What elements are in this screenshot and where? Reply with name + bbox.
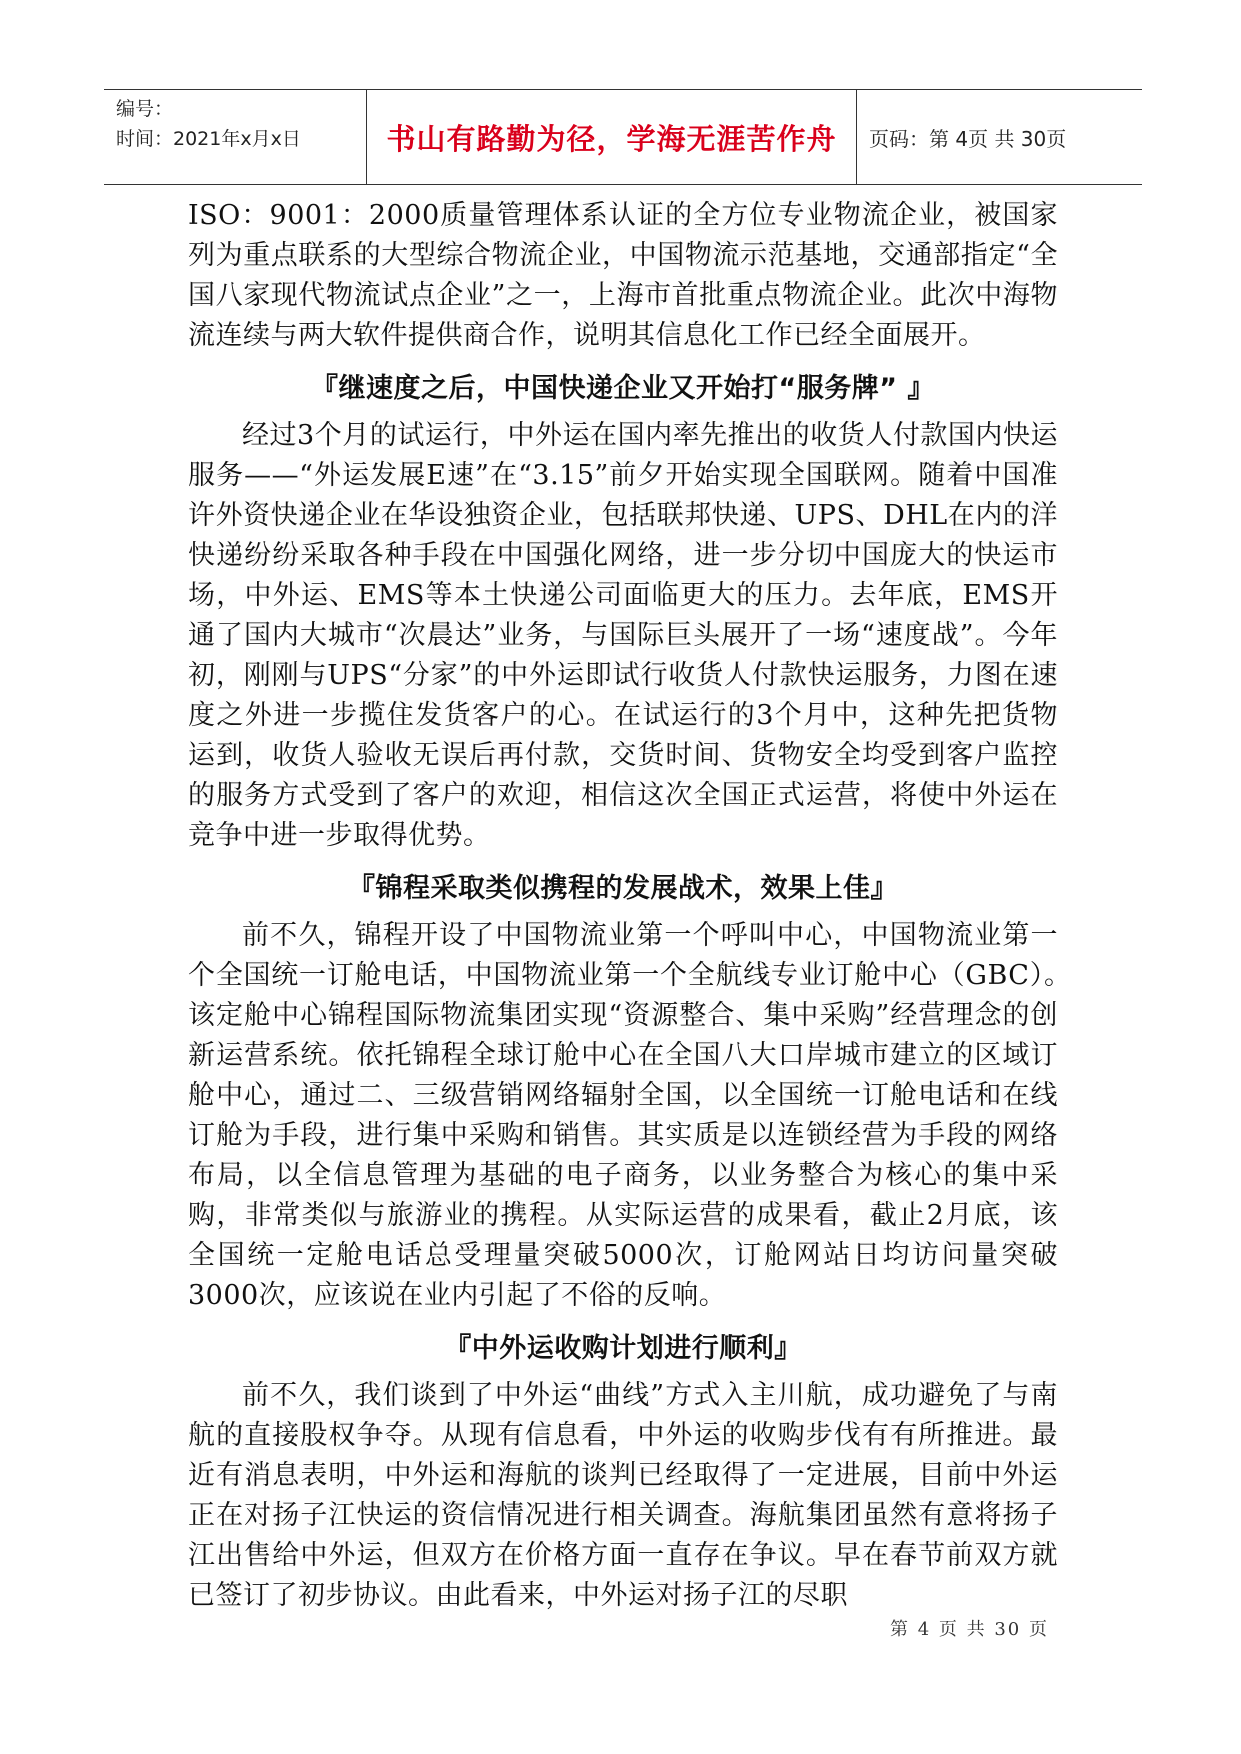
motto-text: 书山有路勤为径，学海无涯苦作舟 xyxy=(386,121,837,156)
intro-paragraph: ISO：9001：2000质量管理体系认证的全方位专业物流企业，被国家列为重点联系的大型综合物流企业，中国物流示范基地，交通部指定“全国八家现代物流试点企业”之一，上海市首批重点物流企业。此次中海物流连续与两大软件提供商合作，说明其信息化工作已经全面展开。 xyxy=(188,200,1058,351)
page-footer: 第 4 页 共 30 页 xyxy=(890,1619,1049,1640)
time-label: 时间：2021年x月x日 xyxy=(116,128,301,150)
document-body xyxy=(188,196,1113,1616)
header-meta xyxy=(104,90,367,184)
header-motto-cell xyxy=(367,90,857,184)
number-label: 编号： xyxy=(116,98,174,120)
section-paragraph-express-service: 经过3个月的试运行，中外运在国内率先推出的收货人付款国内快运服务——“外运发展E速”在“3.15”前夕开始实现全国联网。随着中国准许外资快递企业在华设独资企业，包括联邦快递、UPS、DHL在内的洋快递纷纷采取各种手段在中国强化网络，进一步分切中国庞大的快运市场，中外运、EMS等本土快递公司面临更大的压力。去年底，EMS开通了国内大城市“次晨达”业务，与国际巨头展开了一场“速度战”。今年初，刚刚与UPS“分家”的中外运即试行收货人付款快运服务，力图在速度之外进一步揽住发货客户的心。在试运行的3个月中，这种先把货物运到，收货人验收无误后再付款，交货时间、货物安全均受到客户监控的服务方式受到了客户的欢迎，相信这次全国正式运营，将使中外运在竞争中进一步取得优势。 xyxy=(188,420,1058,851)
section-heading-acquisition: 『中外运收购计划进行顺利』 xyxy=(444,1333,802,1364)
section-paragraph-acquisition: 前不久，我们谈到了中外运“曲线”方式入主川航，成功避免了与南航的直接股权争夺。从现有信息看，中外运的收购步伐有有所推进。最近有消息表明，中外运和海航的谈判已经取得了一定进展，目前中外运正在对扬子江快运的资信情况进行相关调查。海航集团虽然有意将扬子江出售给中外运，但双方在价格方面一直存在争议。早在春节前双方就已签订了初步协议。由此看来，中外运对扬子江的尽职 xyxy=(188,1380,1058,1611)
section-heading-express-service: 『继速度之后，中国快递企业又开始打“服务牌” 』 xyxy=(311,373,935,404)
document-header xyxy=(104,89,1142,185)
header-page-cell xyxy=(857,90,1142,184)
section-paragraph-jincheng: 前不久，锦程开设了中国物流业第一个呼叫中心，中国物流业第一个全国统一订舱电话，中国物流业第一个全航线专业订舱中心（GBC）。 该定舱中心锦程国际物流集团实现“资源整合、集中采购”经营理念的创新运营系统。依托锦程全球订舱中心在全国八大口岸城市建立的区域订舱中心，通过二、三级营销网络辐射全国，以全国统一订舱电话和在线订舱为手段，进行集中采购和销售。其实质是以连锁经营为手段的网络布局，以全信息管理为基础的电子商务，以业务整合为核心的集中采购，非常类似与旅游业的携程。从实际运营的成果看，截止2月底，该全国统一定舱电话总受理量突破5000次，订舱网站日均访问量突破3000次，应该说在业内引起了不俗的反响。 xyxy=(188,920,1113,1311)
section-heading-jincheng: 『锦程采取类似携程的发展战术，效果上佳』 xyxy=(348,873,898,904)
page-label: 页码：第 4页 共 30页 xyxy=(869,126,1067,151)
